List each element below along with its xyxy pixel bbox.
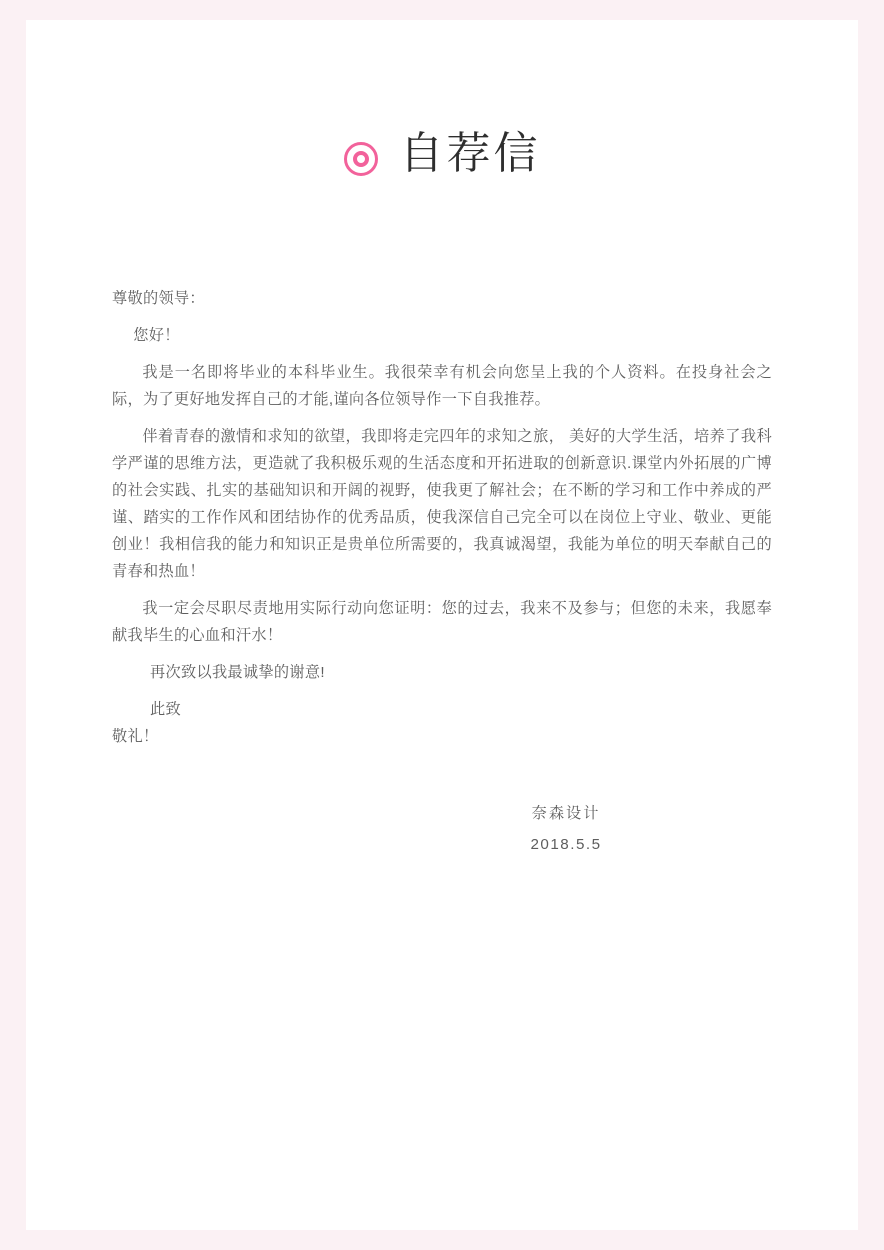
document-page — [26, 20, 858, 1230]
page-title: 自荐信 — [399, 129, 541, 178]
target-circle-inner-ring — [353, 151, 369, 167]
signature-name: 奈森设计 — [531, 805, 601, 822]
target-circle-icon — [344, 142, 378, 176]
letter-greeting: 您好！ — [133, 327, 180, 344]
letter-closing-line-2: 敬礼！ — [112, 728, 159, 745]
signature-block — [456, 798, 676, 860]
signature-date: 2018.5.5 — [530, 836, 602, 853]
letter-paragraph-1: 我是一名即将毕业的本科毕业生。我很荣幸有机会向您呈上我的个人资料。在投身社会之际，为了更好地发挥自己的才能,谨向各位领导作一下自我推荐。 — [112, 364, 772, 408]
letter-thanks: 再次致以我最诚挚的谢意! — [150, 664, 325, 681]
document-title-block — [26, 125, 858, 183]
letter-body — [112, 285, 772, 750]
letter-paragraph-3: 我一定会尽职尽责地用实际行动向您证明：您的过去，我来不及参与；但您的未来，我愿奉献我毕生的心血和汗水！ — [112, 600, 772, 644]
letter-salutation: 尊敬的领导： — [112, 290, 205, 307]
letter-paragraph-2: 伴着青春的激情和求知的欲望，我即将走完四年的求知之旅， 美好的大学生活，培养了我科学严谨的思维方法，更造就了我积极乐观的生活态度和开拓进取的创新意识.课堂内外拓展的广博的社会实践、扎实的基础知识和开阔的视野，使我更了解社会；在不断的学习和工作中养成的严谨、踏实的工作作风和团结协作的优秀品质，使我深信自己完全可以在岗位上守业、敬业、更能创业！我相信我的能力和知识正是贵单位所需要的，我真诚渴望，我能为单位的明天奉献自己的青春和热血！ — [112, 428, 772, 580]
letter-closing-line-1: 此致 — [150, 701, 181, 718]
